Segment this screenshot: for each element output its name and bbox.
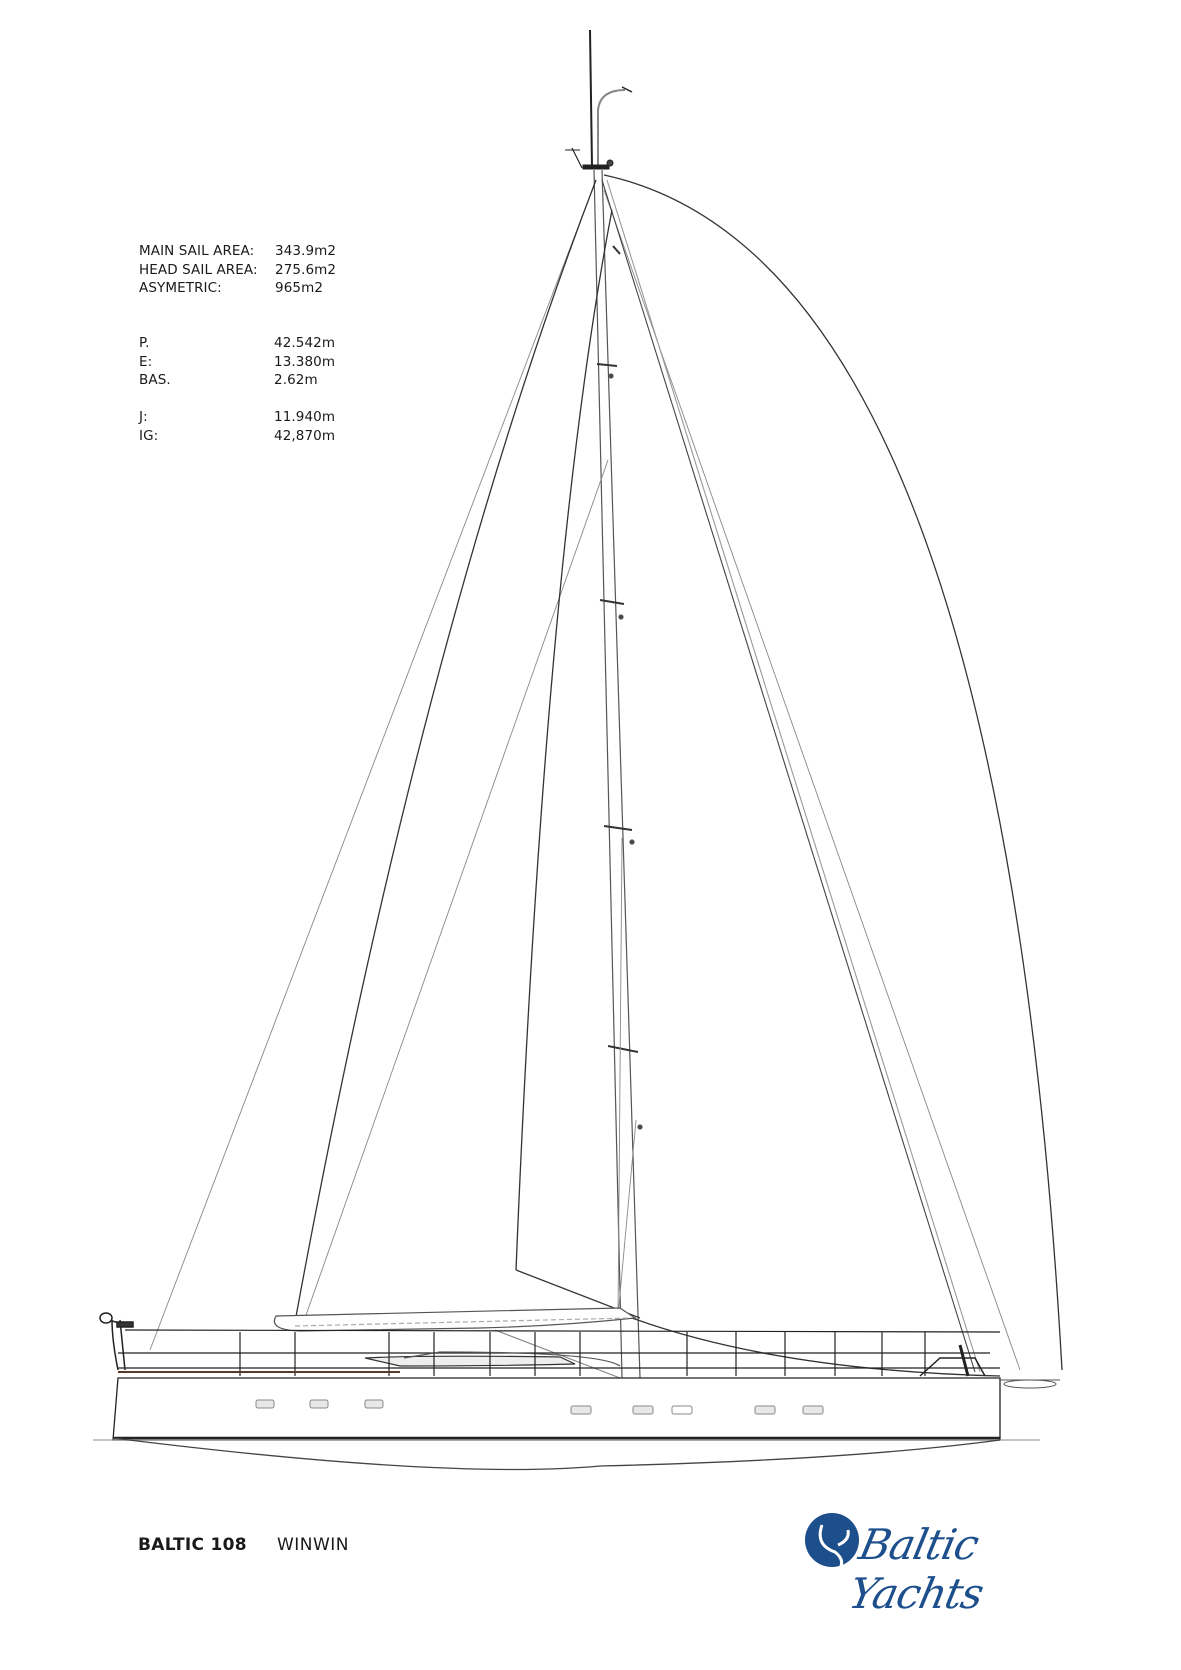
spec-row-e [139, 353, 336, 372]
spec-value: 13.380m [274, 353, 336, 370]
mainsail [516, 210, 640, 1318]
spec-label: ASYMETRIC: [139, 280, 222, 296]
headsail [295, 180, 980, 1372]
asymmetric-spinnaker [604, 175, 1062, 1376]
spec-label: E: [139, 353, 153, 370]
sail-specifications [139, 242, 336, 464]
spec-label: BAS. [139, 372, 171, 388]
spec-row-j [139, 408, 336, 427]
spec-label: HEAD SAIL AREA: [139, 261, 258, 278]
spec-value: 343.9m2 [275, 243, 337, 259]
deck-structure [118, 1330, 1000, 1376]
spec-value: 275.6m2 [275, 261, 337, 278]
spec-label: P. [139, 335, 150, 351]
spec-label: IG: [139, 427, 159, 444]
mast [594, 170, 642, 1378]
spec-value: 965m2 [275, 280, 324, 296]
mainsail-dimension-group [139, 334, 336, 390]
foretriangle-dimension-group [139, 408, 336, 445]
spec-row-p [139, 334, 336, 353]
spec-row-ig [139, 427, 336, 446]
spec-row-asymmetric [139, 279, 336, 298]
spec-value: 42,870m [274, 427, 336, 444]
stern-arch [100, 1313, 133, 1370]
spec-value: 2.62m [274, 372, 318, 388]
yacht-model: BALTIC 108 [138, 1535, 247, 1555]
baltic-yachts-logo [780, 1500, 1110, 1618]
spec-label: J: [139, 409, 148, 425]
sail-area-group [139, 242, 336, 298]
spec-row-main-sail-area [139, 242, 336, 261]
spec-value: 42.542m [274, 335, 336, 351]
spec-label: MAIN SAIL AREA: [139, 243, 255, 259]
logo-wordmark: Baltic Yachts [844, 1520, 988, 1618]
spec-value: 11.940m [274, 409, 336, 425]
hull [93, 1378, 1060, 1470]
spec-row-head-sail-area [139, 261, 336, 280]
yacht-name: WINWIN [276, 1535, 350, 1555]
masthead-instruments [565, 30, 632, 169]
drawing-caption [138, 1535, 349, 1555]
spec-row-bas [139, 371, 336, 390]
